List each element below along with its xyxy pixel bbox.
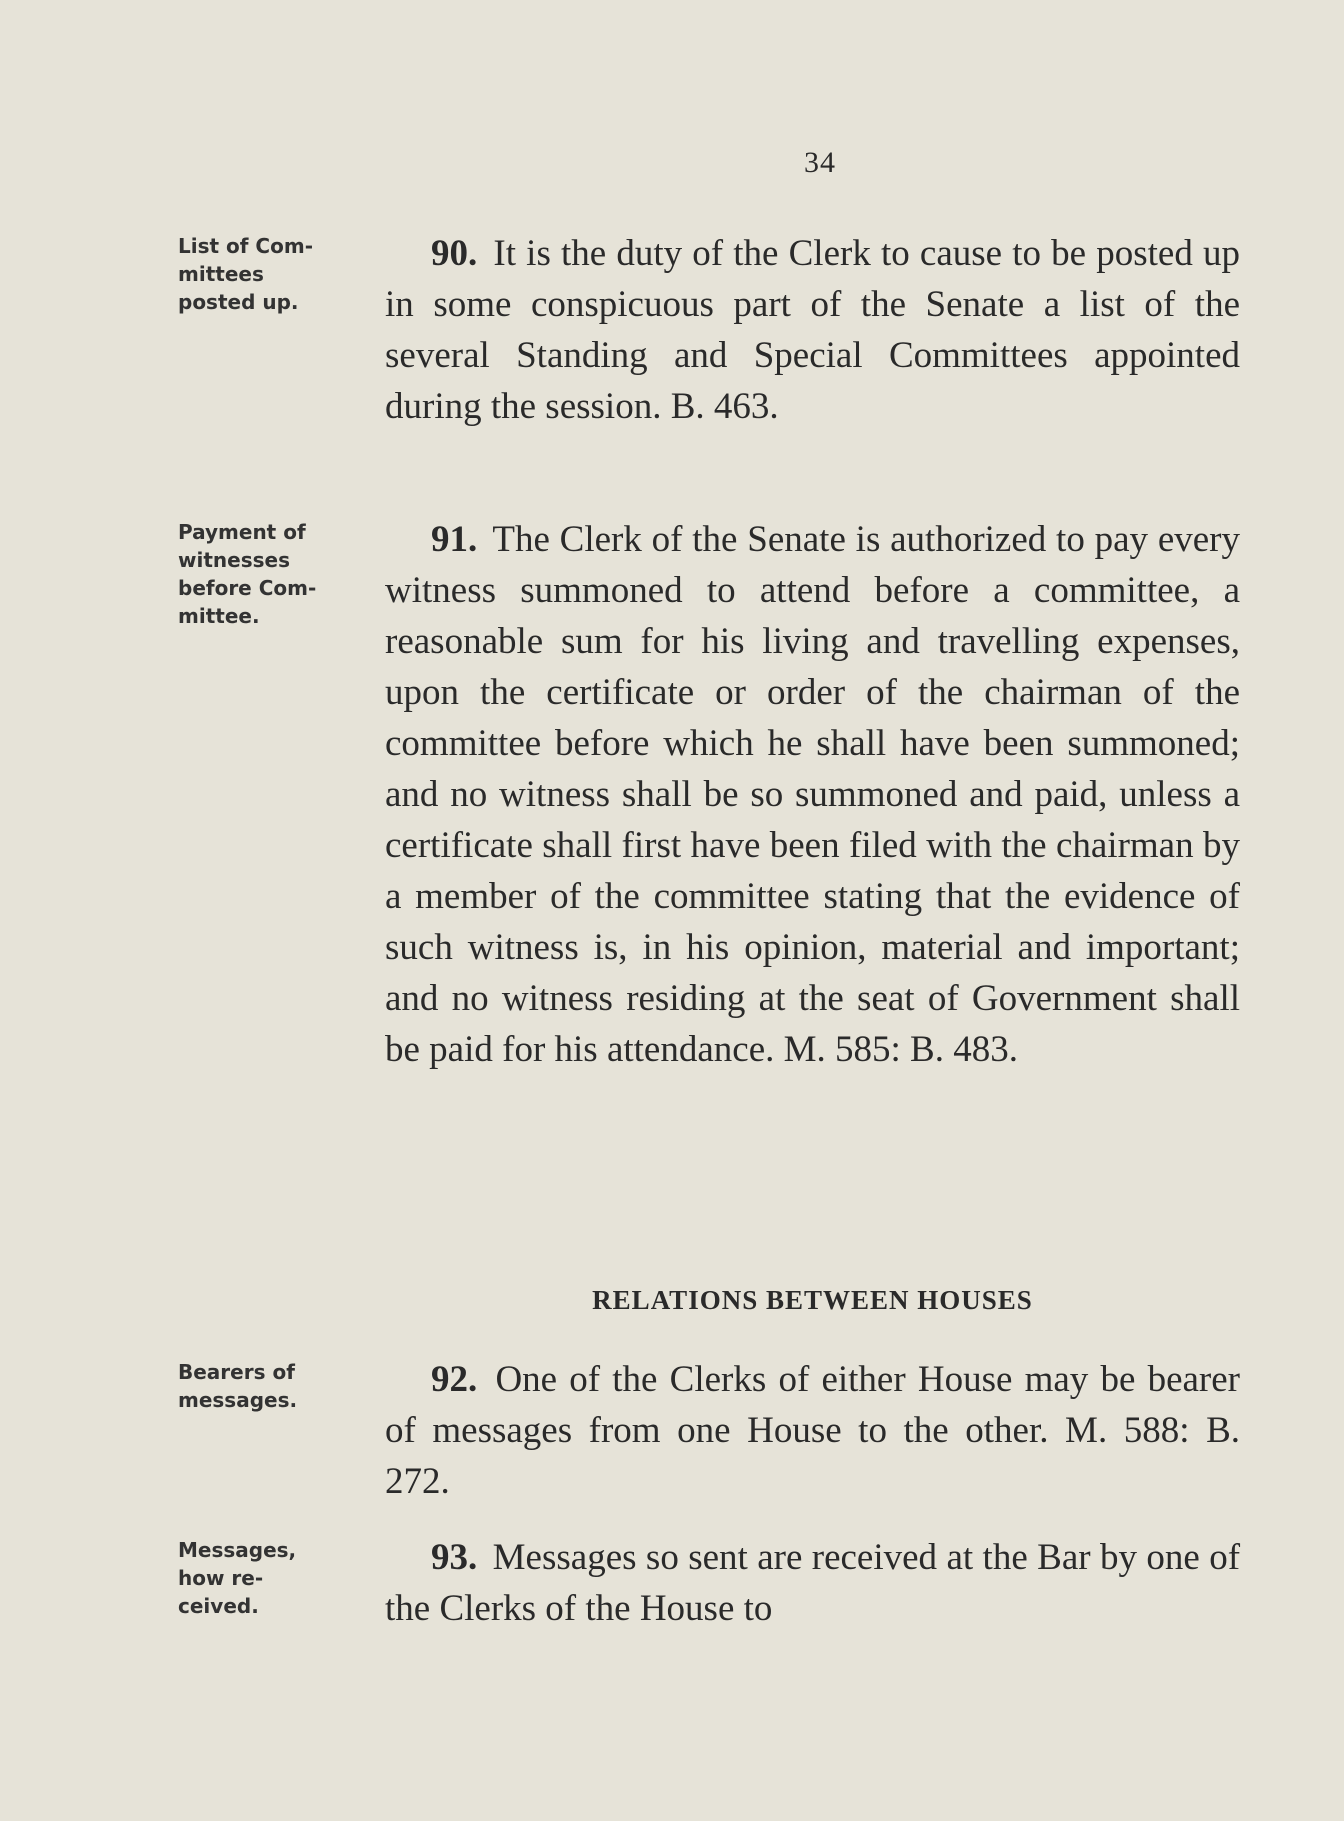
margin-note-91: Payment of witnesses before Com- mittee. [178, 520, 317, 628]
margin-note-92: Bearers of messages. [178, 1360, 298, 1412]
rule-text-91: The Clerk of the Senate is authorized to pay every witness summoned to attend before a committee, a reasonable sum for his living and travelling expenses, upon the certificate or order of the chairman of the committee before which he shall have been summoned; and no witness shall be so summoned and paid, unless a certificate shall first have been filed with the chairman by a member of the committee stating that the evidence of such witness is, in his opinion, material and important; and no witness residing at the seat of Government shall be paid for his attendance. M. 585: B. 483. [385, 519, 1240, 1070]
rule-paragraph-93 [385, 1532, 1240, 1634]
rule-number-91: 91. [431, 519, 478, 560]
section-heading-relations: RELATIONS BETWEEN HOUSES [592, 1285, 1033, 1315]
rule-paragraph-92 [385, 1354, 1240, 1507]
page-number: 34 [804, 146, 836, 179]
rule-paragraph-91 [385, 514, 1240, 1075]
rule-number-90: 90. [431, 233, 478, 274]
margin-note-93: Messages, how re- ceived. [178, 1538, 297, 1618]
rule-text-90: It is the duty of the Clerk to cause to be posted up in some conspicuous part of the Senate a list of the several Standing and Special Committees appointed during the session. B. 463. [385, 233, 1240, 427]
rule-paragraph-90 [385, 228, 1240, 432]
rule-number-92: 92. [431, 1359, 478, 1400]
rule-number-93: 93. [431, 1537, 478, 1578]
margin-note-90: List of Com- mittees posted up. [178, 234, 313, 314]
rule-text-92: One of the Clerks of either House may be bearer of messages from one House to the other. M. 588: B. 272. [385, 1359, 1241, 1502]
rule-text-93: Messages so sent are received at the Bar by one of the Clerks of the House to [385, 1537, 1241, 1629]
